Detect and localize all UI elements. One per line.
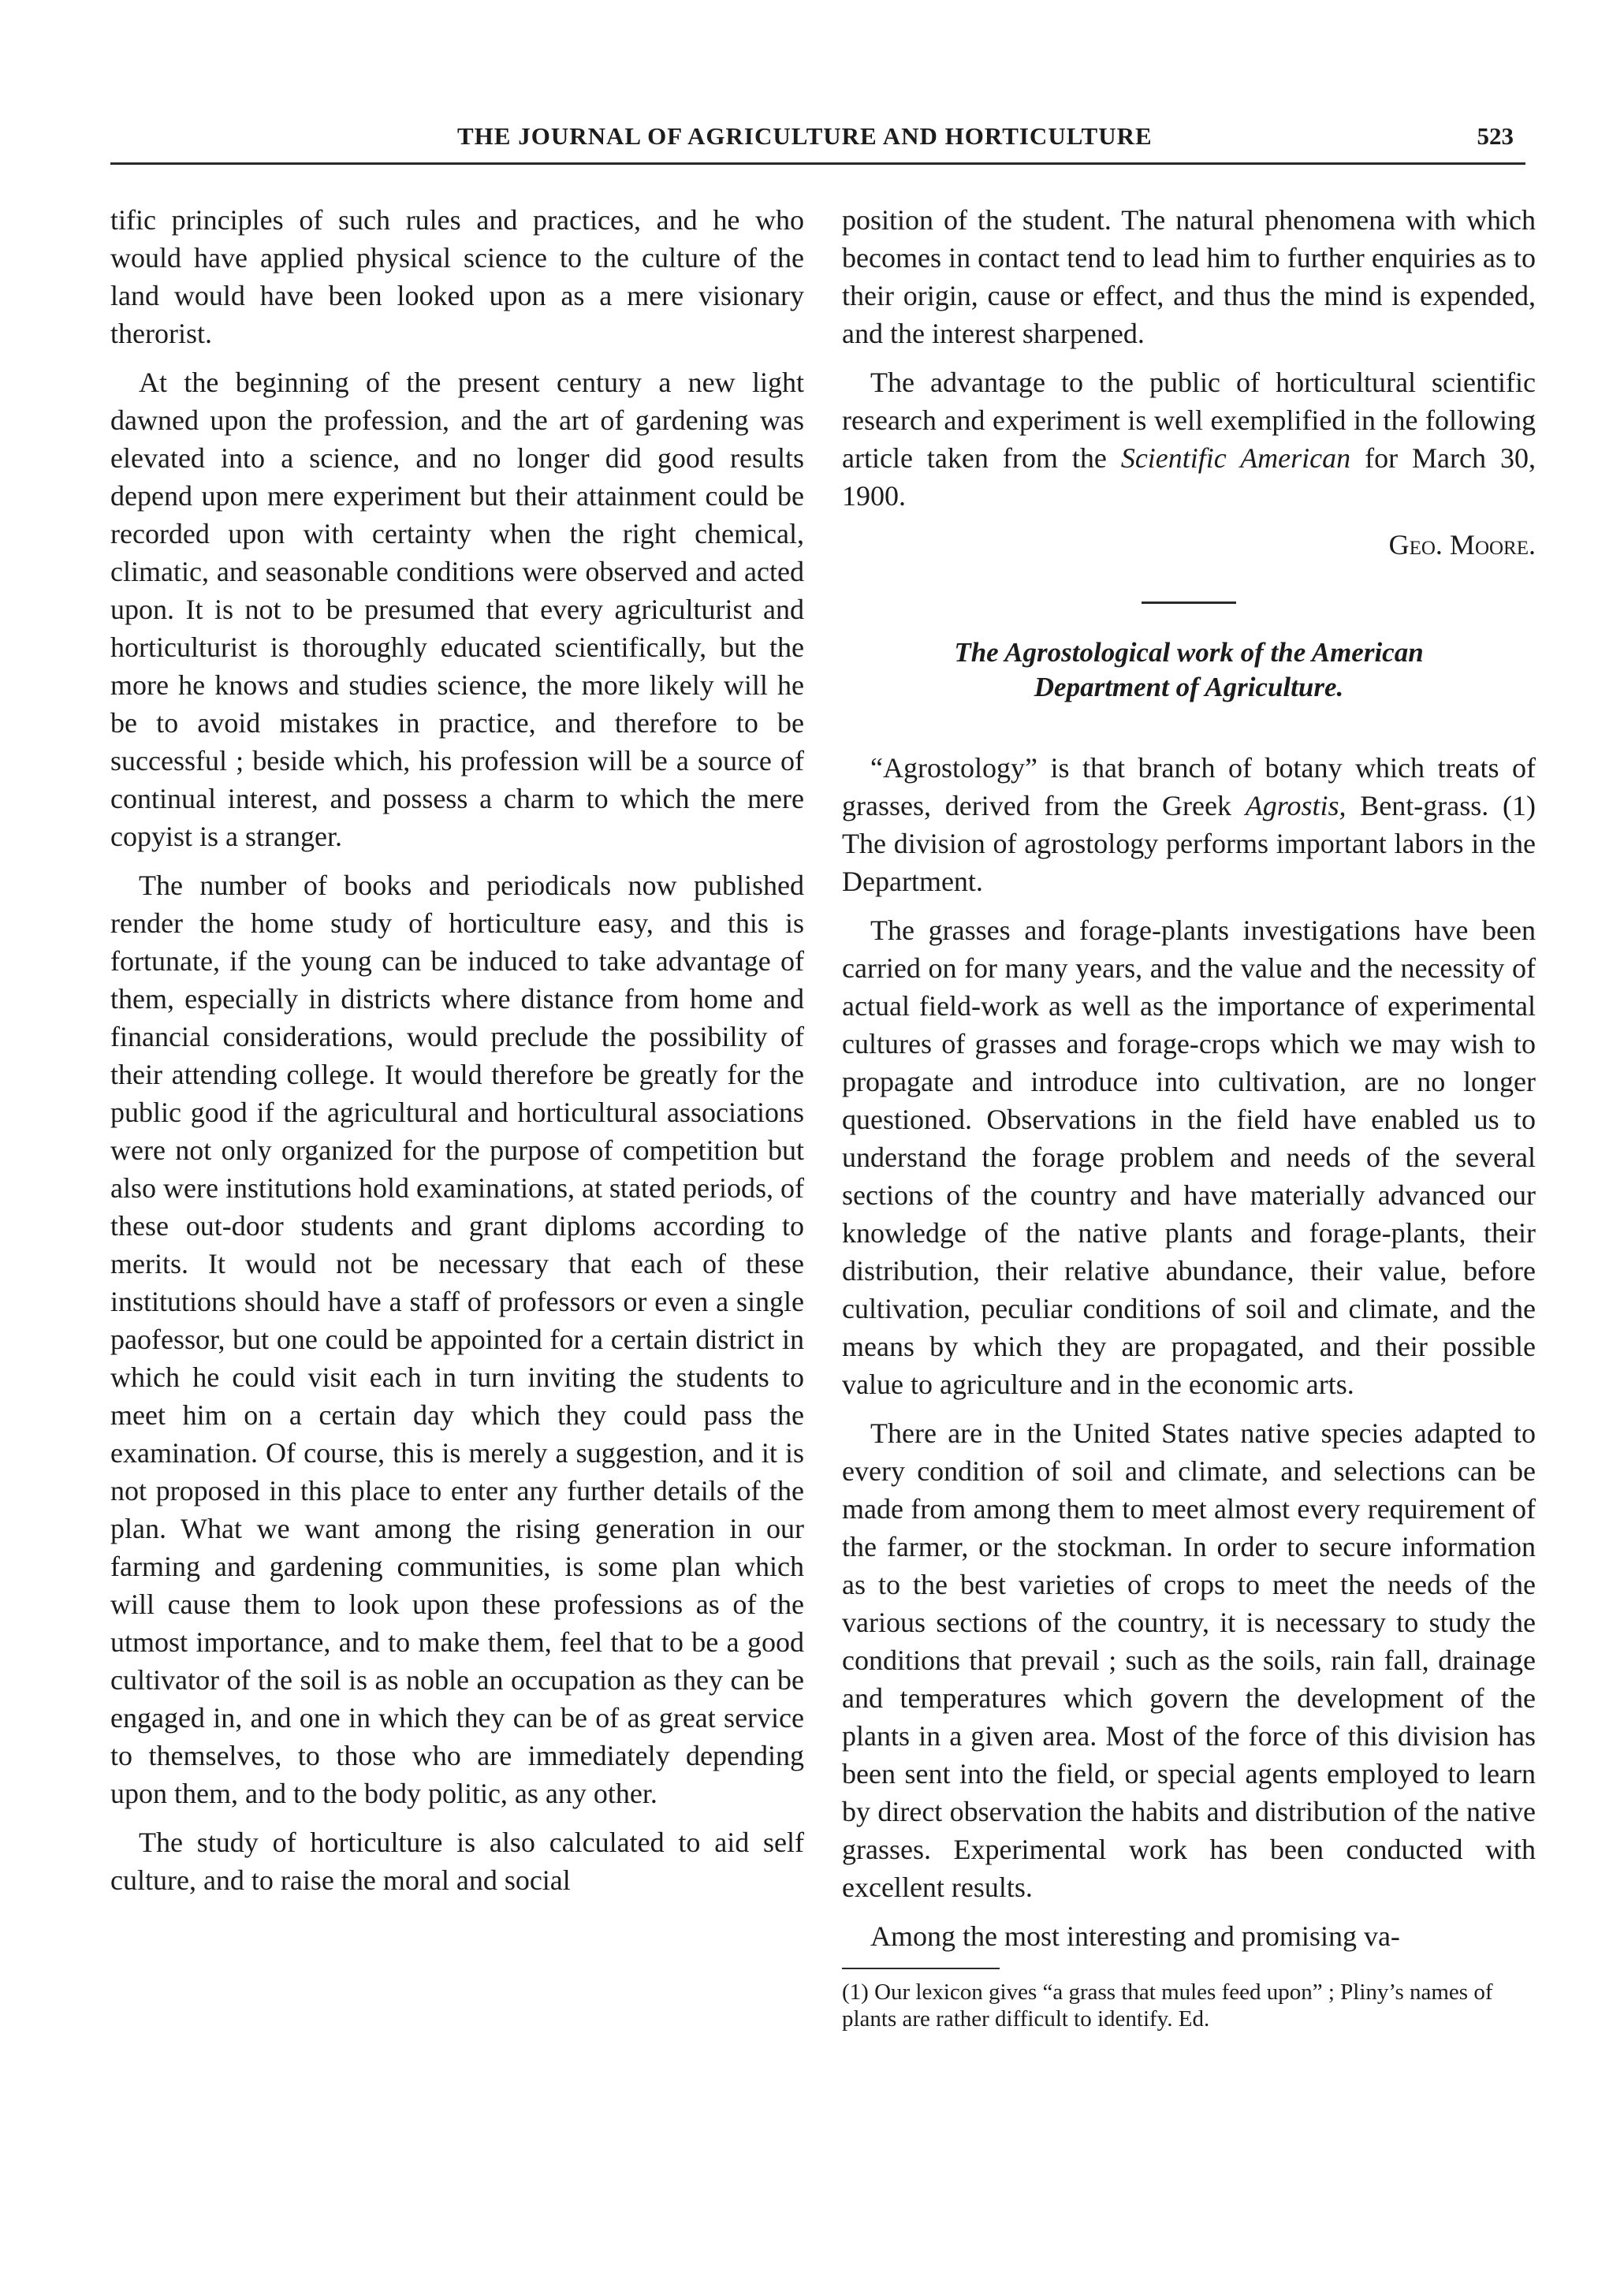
left-paragraph-2: At the beginning of the present century a new light dawned upon the profession, and the art of gardening was elevated into a science, and no longer did good results depend upon mere experiment but their attainment could be recorded upon with certainty when the right chemical, climatic, and seasonable conditions were observed and acted upon. It is not to be presumed that every agriculturist and horticulturist is thoroughly educated scientifically, but the more he knows and studies science, the more likely will he be to avoid mistakes in practice, and therefore to be successful ; beside which, his profession will be a source of continual interest, and possess a charm to which the mere copyist is a stranger.: [110, 367, 804, 852]
right-paragraph-4: The grasses and forage-plants investigations have been carried on for many years, and the value and the necessity of actual field-work as well as the importance of experimental cultures of grasses and forage-crops which we may wish to propagate and introduce into cultivation, are no longer questioned. Observations in the field have enabled us to understand the forage problem and needs of the several sections of the country and have materially advanced our knowledge of the native plants and forage-plants, their distribution, their relative abundance, their value, before cultivation, peculiar conditions of soil and climate, and the means by which they are propagated, and their possible value to agriculture and in the economic arts.: [842, 914, 1536, 1400]
footnote: (1) Our lexicon gives “a grass that mules feed upon” ; Pliny’s names of plants are rather difficult to identify. Ed.: [842, 1979, 1493, 2032]
left-paragraph-1: tific principles of such rules and practices, and he who would have applied physical science to the culture of the land would have been looked upon as a mere visionary therorist.: [110, 204, 804, 349]
right-column: [842, 201, 1536, 2032]
article-title-line-1: The Agrostological work of the American: [954, 637, 1424, 668]
section-divider: [1142, 601, 1236, 604]
source-publication: Scientific American: [1120, 442, 1351, 474]
paragraph-2-end: for March 30, 1900.: [842, 442, 1536, 512]
author-signature: Geo. Moore.: [1388, 529, 1536, 561]
paragraph-3-end: Bent-grass. (1) The division of agrostology performs important labors in the Department.: [842, 790, 1536, 897]
page-number: 523: [1477, 122, 1514, 150]
left-paragraph-3: The number of books and periodicals now published render the home study of horticulture easy, and this is fortunate, if the young can be induced to take advantage of them, especially in districts where distance from home and financial considerations, would preclude the possibility of their attending college. It would therefore be greatly for the public good if the agricultural and horticultural associations were not only organized for the purpose of competition but also were institutions hold examinations, at stated periods, of these out-door students and grant diploms according to merits. It would not be necessary that each of these institutions should have a staff of professors or even a single paofessor, but one could be appointed for a certain district in which he could visit each in turn inviting the students to meet him on a certain day which they could pass the examination. Of course, this is merely a suggestion, and it is not proposed in this place to enter any further details of the plan. What we want among the rising generation in our farming and gardening communities, is some plan which will cause them to look upon these professions as of the utmost importance, and to make them, feel that to be a good cultivator of the soil is as noble an occupation as they can be engaged in, and one in which they can be of as great service to themselves, to those who are immediately depending upon them, and to the body politic, as any other.: [110, 870, 804, 1809]
greek-term: Agrostis,: [1245, 790, 1347, 821]
right-paragraph-2: [842, 363, 1536, 515]
left-column: [110, 201, 804, 1910]
article-title: [842, 635, 1536, 705]
article-title-line-2: Department of Agriculture.: [1034, 672, 1344, 702]
right-paragraph-1: position of the student. The natural phenomena with which becomes in contact tend to lead him to further enquiries as to their origin, cause or effect, and thus the mind is expended, and the interest sharpened.: [842, 204, 1536, 349]
paragraph-3-start: “Agrostology” is that branch of botany which treats of grasses, derived from the Greek: [842, 752, 1536, 821]
left-paragraph-4: The study of horticulture is also calculated to aid self culture, and to raise the moral and social: [110, 1827, 804, 1896]
journal-title: THE JOURNAL OF AGRICULTURE AND HORTICULTURE: [457, 122, 1153, 150]
footnote-rule: [842, 1968, 1000, 1969]
right-paragraph-5: There are in the United States native species adapted to every condition of soil and climate, and selections can be made from among them to meet almost every requirement of the farmer, or the stockman. In order to secure information as to the best varieties of crops to meet the needs of the various sections of the country, it is necessary to study the conditions that prevail ; such as the soils, rain fall, drainage and temperatures which govern the development of the plants in a given area. Most of the force of this division has been sent into the field, or special agents employed to learn by direct observation the habits and distribution of the native grasses. Experimental work has been conducted with excellent results.: [842, 1417, 1536, 1903]
header-rule: [110, 162, 1525, 165]
right-paragraph-3: [842, 749, 1536, 900]
right-paragraph-6: Among the most interesting and promising va-: [870, 1920, 1400, 1952]
paragraph-2-start: The advantage to the public of horticultural scientific research and experiment is well exemplified in the following article taken from the: [842, 367, 1536, 474]
